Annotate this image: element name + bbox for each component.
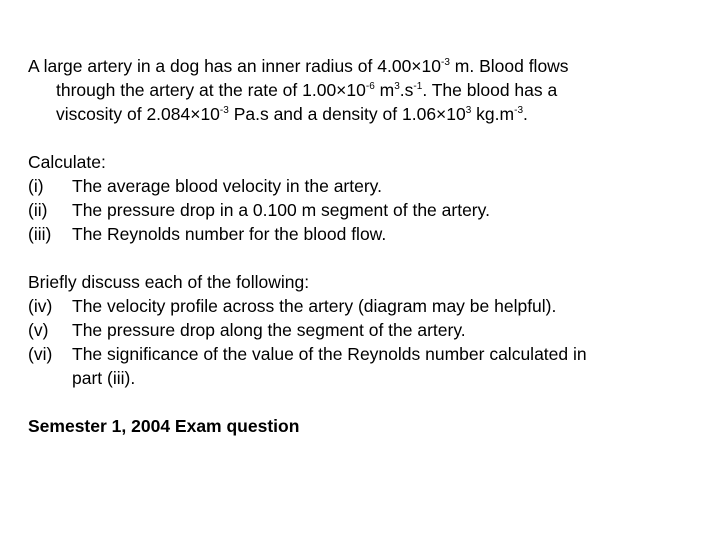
exponent: -6: [365, 81, 375, 92]
item-text: The pressure drop in a 0.100 m segment of the artery.: [72, 200, 490, 220]
problem-line-2: [56, 80, 557, 104]
problem-text: kg.m: [471, 104, 515, 124]
discuss-heading: Briefly discuss each of the following:: [28, 272, 310, 292]
problem-text: .: [523, 104, 528, 124]
exponent: -3: [514, 105, 524, 116]
item-text: The pressure drop along the segment of the artery.: [72, 320, 466, 340]
problem-text: m. Blood flows: [449, 56, 569, 76]
item-text: The significance of the value of the Reynolds number calculated in: [72, 344, 587, 364]
exponent: -1: [413, 81, 423, 92]
problem-text: . The blood has a: [422, 80, 558, 100]
exam-source-label: Semester 1, 2004 Exam question: [28, 416, 300, 436]
problem-text: through the artery at the rate of 1.00×10: [56, 80, 366, 100]
item-number: (v): [28, 320, 49, 340]
discuss-item-continuation: part (iii).: [72, 368, 136, 388]
problem-text: Pa.s and a density of 1.06×10: [228, 104, 466, 124]
item-number: (ii): [28, 200, 48, 220]
problem-line-3: [56, 104, 528, 128]
problem-text: .s: [399, 80, 414, 100]
item-number: (i): [28, 176, 44, 196]
item-number: (iv): [28, 296, 53, 316]
problem-text: m: [374, 80, 395, 100]
item-text: The velocity profile across the artery (diagram may be helpful).: [72, 296, 557, 316]
item-text: The Reynolds number for the blood flow.: [72, 224, 387, 244]
item-text: The average blood velocity in the artery.: [72, 176, 382, 196]
exponent: 3: [465, 105, 472, 116]
item-number: (vi): [28, 344, 53, 364]
problem-text: A large artery in a dog has an inner radius of 4.00×10: [28, 56, 441, 76]
item-number: (iii): [28, 224, 52, 244]
problem-text: viscosity of 2.084×10: [56, 104, 220, 124]
exponent: -3: [219, 105, 229, 116]
exponent: -3: [441, 57, 450, 68]
problem-line-1: [28, 56, 569, 80]
calculate-heading: Calculate:: [28, 152, 106, 172]
exponent: 3: [394, 81, 400, 92]
